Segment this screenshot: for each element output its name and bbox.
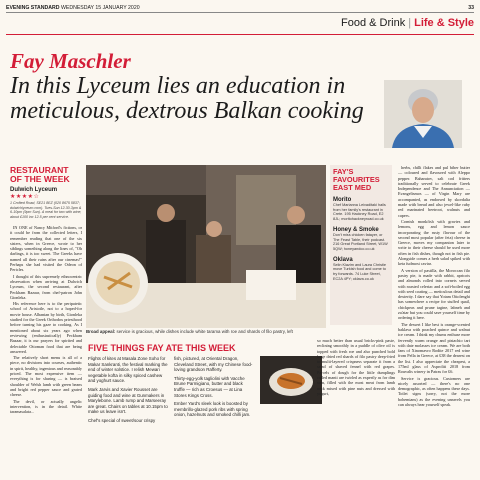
- masthead-date: WEDNESDAY 15 JANUARY 2020: [60, 5, 140, 11]
- caption-text: service is gracious, while dishes include white tarama with roe and shards of filo pastry, left: [116, 329, 293, 334]
- masthead: [6, 3, 474, 13]
- caption-lead: Broad appeal:: [86, 329, 116, 334]
- five-things-title: FIVE THINGS FAY ATE THIS WEEK: [88, 343, 236, 353]
- section-life: Life & Style: [414, 17, 474, 29]
- five-things-item: Ember Yard's sleek look is boosted by membrillo-glazed pork ribs with spring onion, hazelnuts and smoked chilli jam.: [174, 401, 251, 418]
- review-paragraph: A version of pastilla, the Moroccan filo pastry pie, is made with rabbit, apricots and almonds rolled into cornets served with roasted celeriac and a soft-boiled egg with seed coating — meticulous detail and dexterity. I dare say that Yotam Ottolenghi has somewhere a recipe for stuffed quail, chickpeas and prune tagine, labneh and za'atar but you could save yourself time by ordering it here.: [398, 267, 470, 321]
- review-label: RESTAURANT OF THE WEEK: [10, 165, 70, 184]
- favourite-item: [333, 257, 389, 282]
- review-column: [10, 166, 82, 415]
- star-rating: ★★★★☆: [10, 194, 40, 200]
- five-things-item: Flights of kites at Masala Zone Soho for Makar Sankranti, the festival marking the end of winter solstice. I relish Mewari vegetable kofta in silky spiced cashew and yoghurt sauce.: [88, 356, 168, 384]
- favourites-title: FAY'S FAVOURITES EAST MED: [333, 167, 380, 192]
- five-things-item: Chef's special of sweet/sour crispy: [88, 417, 156, 423]
- five-things-item: Mark Jarvis and Xavier Rousset are guiding food and wine at Gunmakers in Marylebone. Lamb rump and Marseeray are great. Chairs on tables at 10.15pm to make us leave isn't.: [88, 386, 168, 415]
- review-paragraph: IN ONE of Nancy Mitford's fictions, or it could be from the collected letters, I remember reading that one of the six sisters, when in Greece, wrote to her siblings something along the lines of, "Oh darlings, it is too sweet. The Greeks have named all their ruins after our cinemas!" Perhaps she had visited the Odeon of Pericles.: [10, 225, 82, 273]
- five-things-item: Thirty-egg-yolk tagliolini with Vacche Brune Parmigiano, butter and black truffle — rich as Croesus — at Lina Stores Kings Cross.: [174, 375, 245, 398]
- review-paragraph: Cornish monkfish with gravies and lemons, egg and lemon sauce incorporating the rusty flavour of the second most popular (after feta) cheese in Greece, moves my companion later to write to their cheese should be used more often in fish dishes, though not in fish pie. Alongside comes a herb salad spiked with keta fudmost caviar.: [398, 218, 470, 267]
- favourite-desc: Selin Kiazim and Laura Christie move Turkish food and come to try forwards. 74 Luke Street, EC2A 4PY; oklava.co.uk: [333, 262, 386, 281]
- masthead-paper: EVENING STANDARD: [6, 5, 60, 11]
- five-things-col: [88, 356, 168, 427]
- review-paragraph: The dessert I like best is orange-scented baklava with poached quince and walnut ice cream. I think my chums enthuse more fervently warm orange and pistachio tart with date molasses ice cream. We are both fans of Xinomavro Rodite 2017 red wine from Pella in Greece, at £38 the dearest on the list. I also appreciate the cheapest, a 175ml glass of Asproliti 2018 from Rouvalis winery in Patras for £6.: [398, 321, 470, 375]
- review-paragraph: His reference here is to the peripatetic school of Aristotle, not to a hoped-for movie house. Albanian by birth, Gionleka studied for the Greek Orthodox priesthood before turning his gaze to cooking. As I mentioned about six years ago when reviewing (enthusiastically) Peckham Bazaar, it is our prayers for spirited and delectable Ottoman food that are being answered.: [10, 301, 82, 354]
- review-paragraph: The devil, or actually angelic intervention, is in the detail. White taramasalata...: [10, 398, 82, 415]
- section-food: Food & Drink: [341, 17, 406, 29]
- review-continued: so much better than usual bricks-pink paste, reclining smoothly in a puddle of olive oil is topped with fresh roe and also punched bold large dried red shards of filo pastry deep-fried to multi-layered crispness separate it from a salad of shaved fennel with red grapes. Parcels of dough for the little dumplings called manti are twirled as expertly as for dim sum, filled with the most meat from lamb neck mixed with pine nuts and dressed with yogurt,: [317, 338, 395, 396]
- headline: In this Lyceum lies an education in meticulous, dextrous Balkan cooking: [10, 73, 364, 124]
- review-paragraph: I thought of this supremely ethnocentric observation when arriving at Dulwich Lyceum, the second restaurant, after Peckham Bazaar, from chef-patron John Gionleka.: [10, 273, 82, 300]
- favourite-item: [333, 227, 389, 252]
- page-number: 33: [468, 5, 474, 11]
- header-rule: [6, 34, 474, 35]
- byline: Fay Maschler: [10, 49, 131, 73]
- restaurant-photo: [86, 165, 326, 328]
- review-right-column: [398, 165, 470, 408]
- photo-caption: [86, 329, 326, 335]
- section-header: [341, 16, 474, 30]
- favourite-name: Oklava: [333, 256, 353, 263]
- favourites-box: [330, 165, 392, 325]
- review-paragraph: herbs, chilli flakes and pul biber butter — coloured and flavoured with Aleppo pepper. Baharatov, salt cod fritters traditionally served to celebrate Greek Independence and The Annunciation — Evangelismos — of Virgin Mary are accompanied, as endorsed by skordalia made with bread and also jewel-like ruby red marinated beetroot, walnuts and capers.: [398, 165, 470, 218]
- favourite-name: Morito: [333, 197, 352, 203]
- five-things-item: fish, pictured, at Oriental Dragon, Cleveland Street, with my Chinese food-loving grandson Rafferty.: [174, 356, 253, 373]
- five-things-col: [174, 356, 254, 427]
- author-portrait: [384, 80, 462, 148]
- review-paragraph: Service is gracious. Customers are nicely assorted — there's no one demographic, as often happens these days. Toilet signs (sorry, not the more bohemians) as the evening unravels you can always hear yourself speak.: [398, 375, 470, 408]
- venue-name: Dulwich Lyceum: [10, 187, 58, 193]
- favourite-desc: Chef Marianna Leivaditaki hails from her family's restaurant in Crete. 195 Hackney Road, E2 8JL; moritohackneyroad.co.uk: [333, 203, 386, 222]
- review-body: [10, 225, 82, 414]
- favourite-item: [333, 197, 389, 222]
- review-paragraph: The relatively short menu is all of a piece, no divisions into courses, authentic in spirit, healthy, ingenious and reasonably priced. The most expensive item — everything is for sharing — is braised shoulder of Welsh lamb with green beans and bright red pepper sauce and grated cheese.: [10, 355, 82, 398]
- favourite-desc: Don't miss chicken fatayer, or The Feast Table, their podcast. 216 Great Portland Street, W1W 5QW; honeyandco.co.uk: [333, 232, 388, 251]
- venue-info: 1 Crofted Road, SE21 8EZ (020 8675 5837; dulwichlyceum.com). Tues-Sun 12.30-3pm & 6-10pm (9pm Sun). A meal for two with wine, about £100 inc 12.5 per cent service.: [10, 201, 82, 219]
- favourite-name: Honey & Smoke: [333, 226, 379, 233]
- five-things-photo: [260, 356, 322, 404]
- section-separator: |: [408, 17, 412, 29]
